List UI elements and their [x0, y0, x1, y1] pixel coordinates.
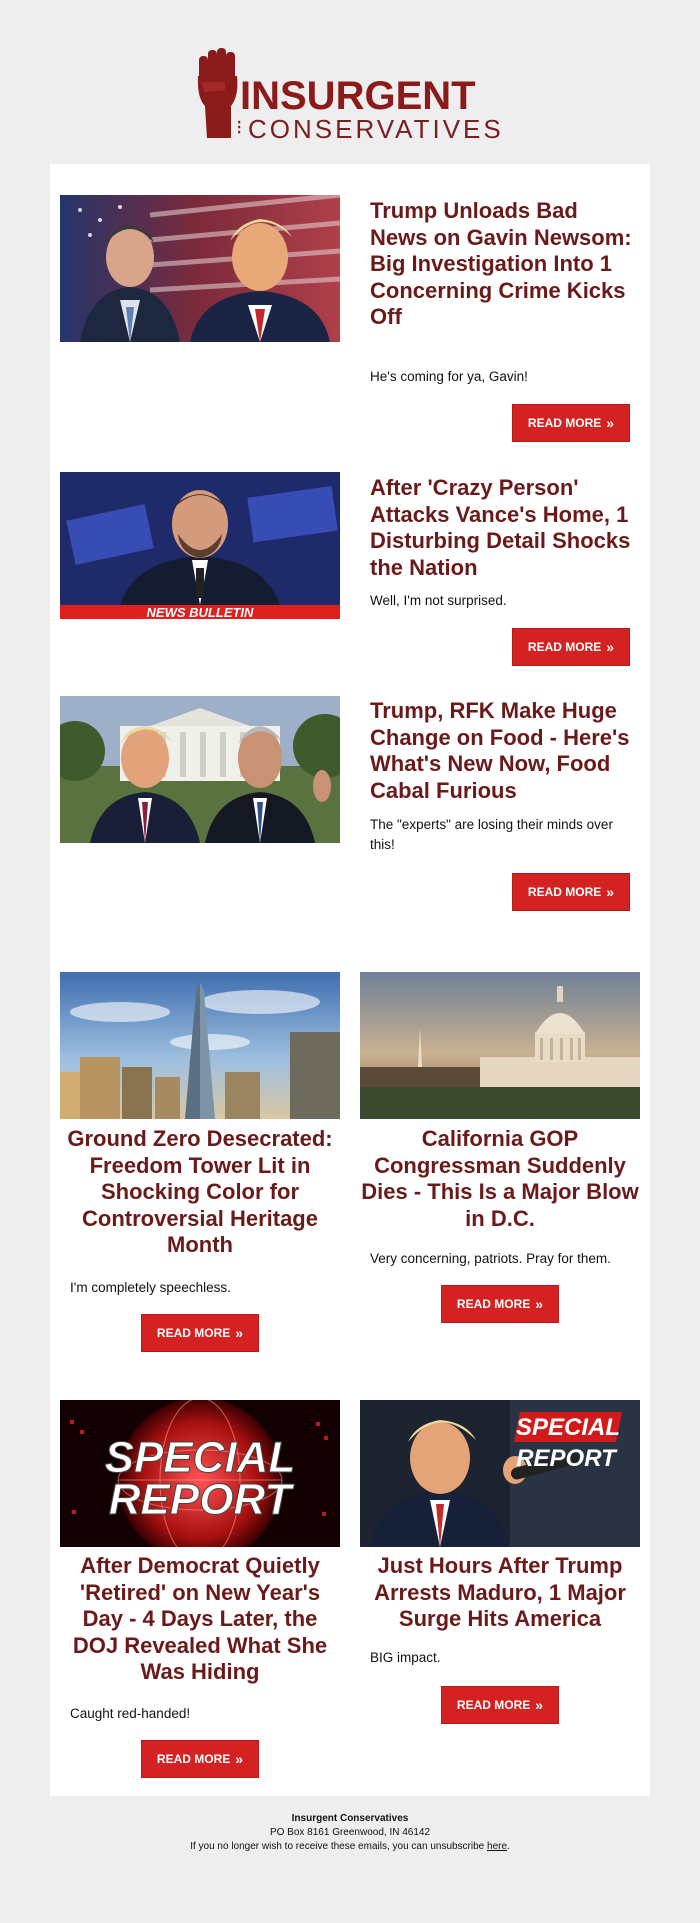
double-chevron-right-icon: » [235, 1751, 244, 1767]
article-headline[interactable]: Trump, RFK Make Huge Change on Food - Here's What's New Now, Food Cabal Furious [370, 698, 630, 803]
article-headline[interactable]: After Democrat Quietly 'Retired' on New Year's Day - 4 Days Later, the DOJ Revealed What She Was Hiding [72, 1553, 328, 1684]
article-blurb: Very concerning, patriots. Pray for them. [370, 1251, 611, 1266]
article-headline[interactable]: After 'Crazy Person' Attacks Vance's Home, 1 Disturbing Detail Shocks the Nation [370, 475, 631, 580]
footer-unsubscribe-line [0, 1840, 700, 1854]
article-blurb: Caught red-handed! [70, 1706, 191, 1721]
read-more-button[interactable] [141, 1314, 259, 1352]
read-more-label: READ MORE [456, 1297, 531, 1311]
read-more-label: READ MORE [456, 1698, 531, 1712]
read-more-label: READ MORE [527, 416, 602, 430]
footer-address: PO Box 8161 Greenwood, IN 46142 [269, 1827, 431, 1838]
article-headline[interactable]: Ground Zero Desecrated: Freedom Tower Lit in Shocking Color for Controversial Heritage Month [67, 1126, 333, 1257]
article-blurb: BIG impact. [370, 1650, 441, 1665]
article-image-trump-newsom[interactable] [60, 195, 340, 342]
double-chevron-right-icon: » [235, 1325, 244, 1341]
article-image-special-report[interactable] [60, 1400, 340, 1547]
double-chevron-right-icon: » [535, 1697, 544, 1713]
read-more-button[interactable] [441, 1285, 559, 1323]
brand-name-bottom: CONSERVATIVES [248, 114, 504, 144]
article-image-capitol[interactable] [360, 972, 640, 1119]
article-headline[interactable]: California GOP Congressman Suddenly Dies - This Is a Major Blow in D.C. [361, 1126, 639, 1231]
newsletter-body [50, 164, 650, 1796]
read-more-button[interactable] [512, 628, 630, 666]
article-blurb: He's coming for ya, Gavin! [370, 369, 528, 384]
article-blurb: Well, I'm not surprised. [370, 593, 507, 608]
news-bulletin-caption: NEWS BULLETIN [146, 605, 254, 619]
read-more-button[interactable] [512, 404, 630, 442]
special-caption: SPECIAL [515, 1414, 621, 1441]
double-chevron-right-icon: » [606, 415, 615, 431]
raised-fist-icon [195, 46, 241, 142]
footer-org-name: Insurgent Conservatives [291, 1813, 409, 1824]
article-image-vance[interactable] [60, 472, 340, 619]
double-chevron-right-icon: » [606, 639, 615, 655]
header-logo[interactable] [0, 0, 700, 160]
read-more-button[interactable] [441, 1686, 559, 1724]
read-more-label: READ MORE [527, 885, 602, 899]
article-image-trump-special-report[interactable] [360, 1400, 640, 1547]
article-blurb: I'm completely speechless. [70, 1280, 231, 1295]
report-caption: REPORT [108, 1475, 292, 1524]
article-headline[interactable]: Just Hours After Trump Arrests Maduro, 1 Major Surge Hits America [374, 1553, 626, 1631]
report-caption: REPORT [516, 1445, 616, 1472]
read-more-label: READ MORE [156, 1752, 231, 1766]
read-more-button[interactable] [141, 1740, 259, 1778]
read-more-label: READ MORE [156, 1326, 231, 1340]
article-image-trump-rfk[interactable] [60, 696, 340, 843]
read-more-button[interactable] [512, 873, 630, 911]
article-headline[interactable]: Trump Unloads Bad News on Gavin Newsom: Big Investigation Into 1 Concerning Crime Kicks Off [370, 198, 632, 329]
unsubscribe-period: . [507, 1841, 510, 1852]
double-chevron-right-icon: » [606, 884, 615, 900]
special-caption: SPECIAL [104, 1433, 296, 1482]
brand-dots-icon: ⁝ [236, 117, 243, 139]
unsubscribe-link[interactable]: here [487, 1841, 508, 1852]
article-blurb: The "experts" are losing their minds over this! [370, 817, 613, 852]
footer [0, 1812, 700, 1854]
read-more-label: READ MORE [527, 640, 602, 654]
brand-name-top: INSURGENT [240, 74, 476, 118]
double-chevron-right-icon: » [535, 1296, 544, 1312]
unsubscribe-text: If you no longer wish to receive these emails, you can unsubscribe [190, 1841, 488, 1852]
article-image-freedom-tower[interactable] [60, 972, 340, 1119]
